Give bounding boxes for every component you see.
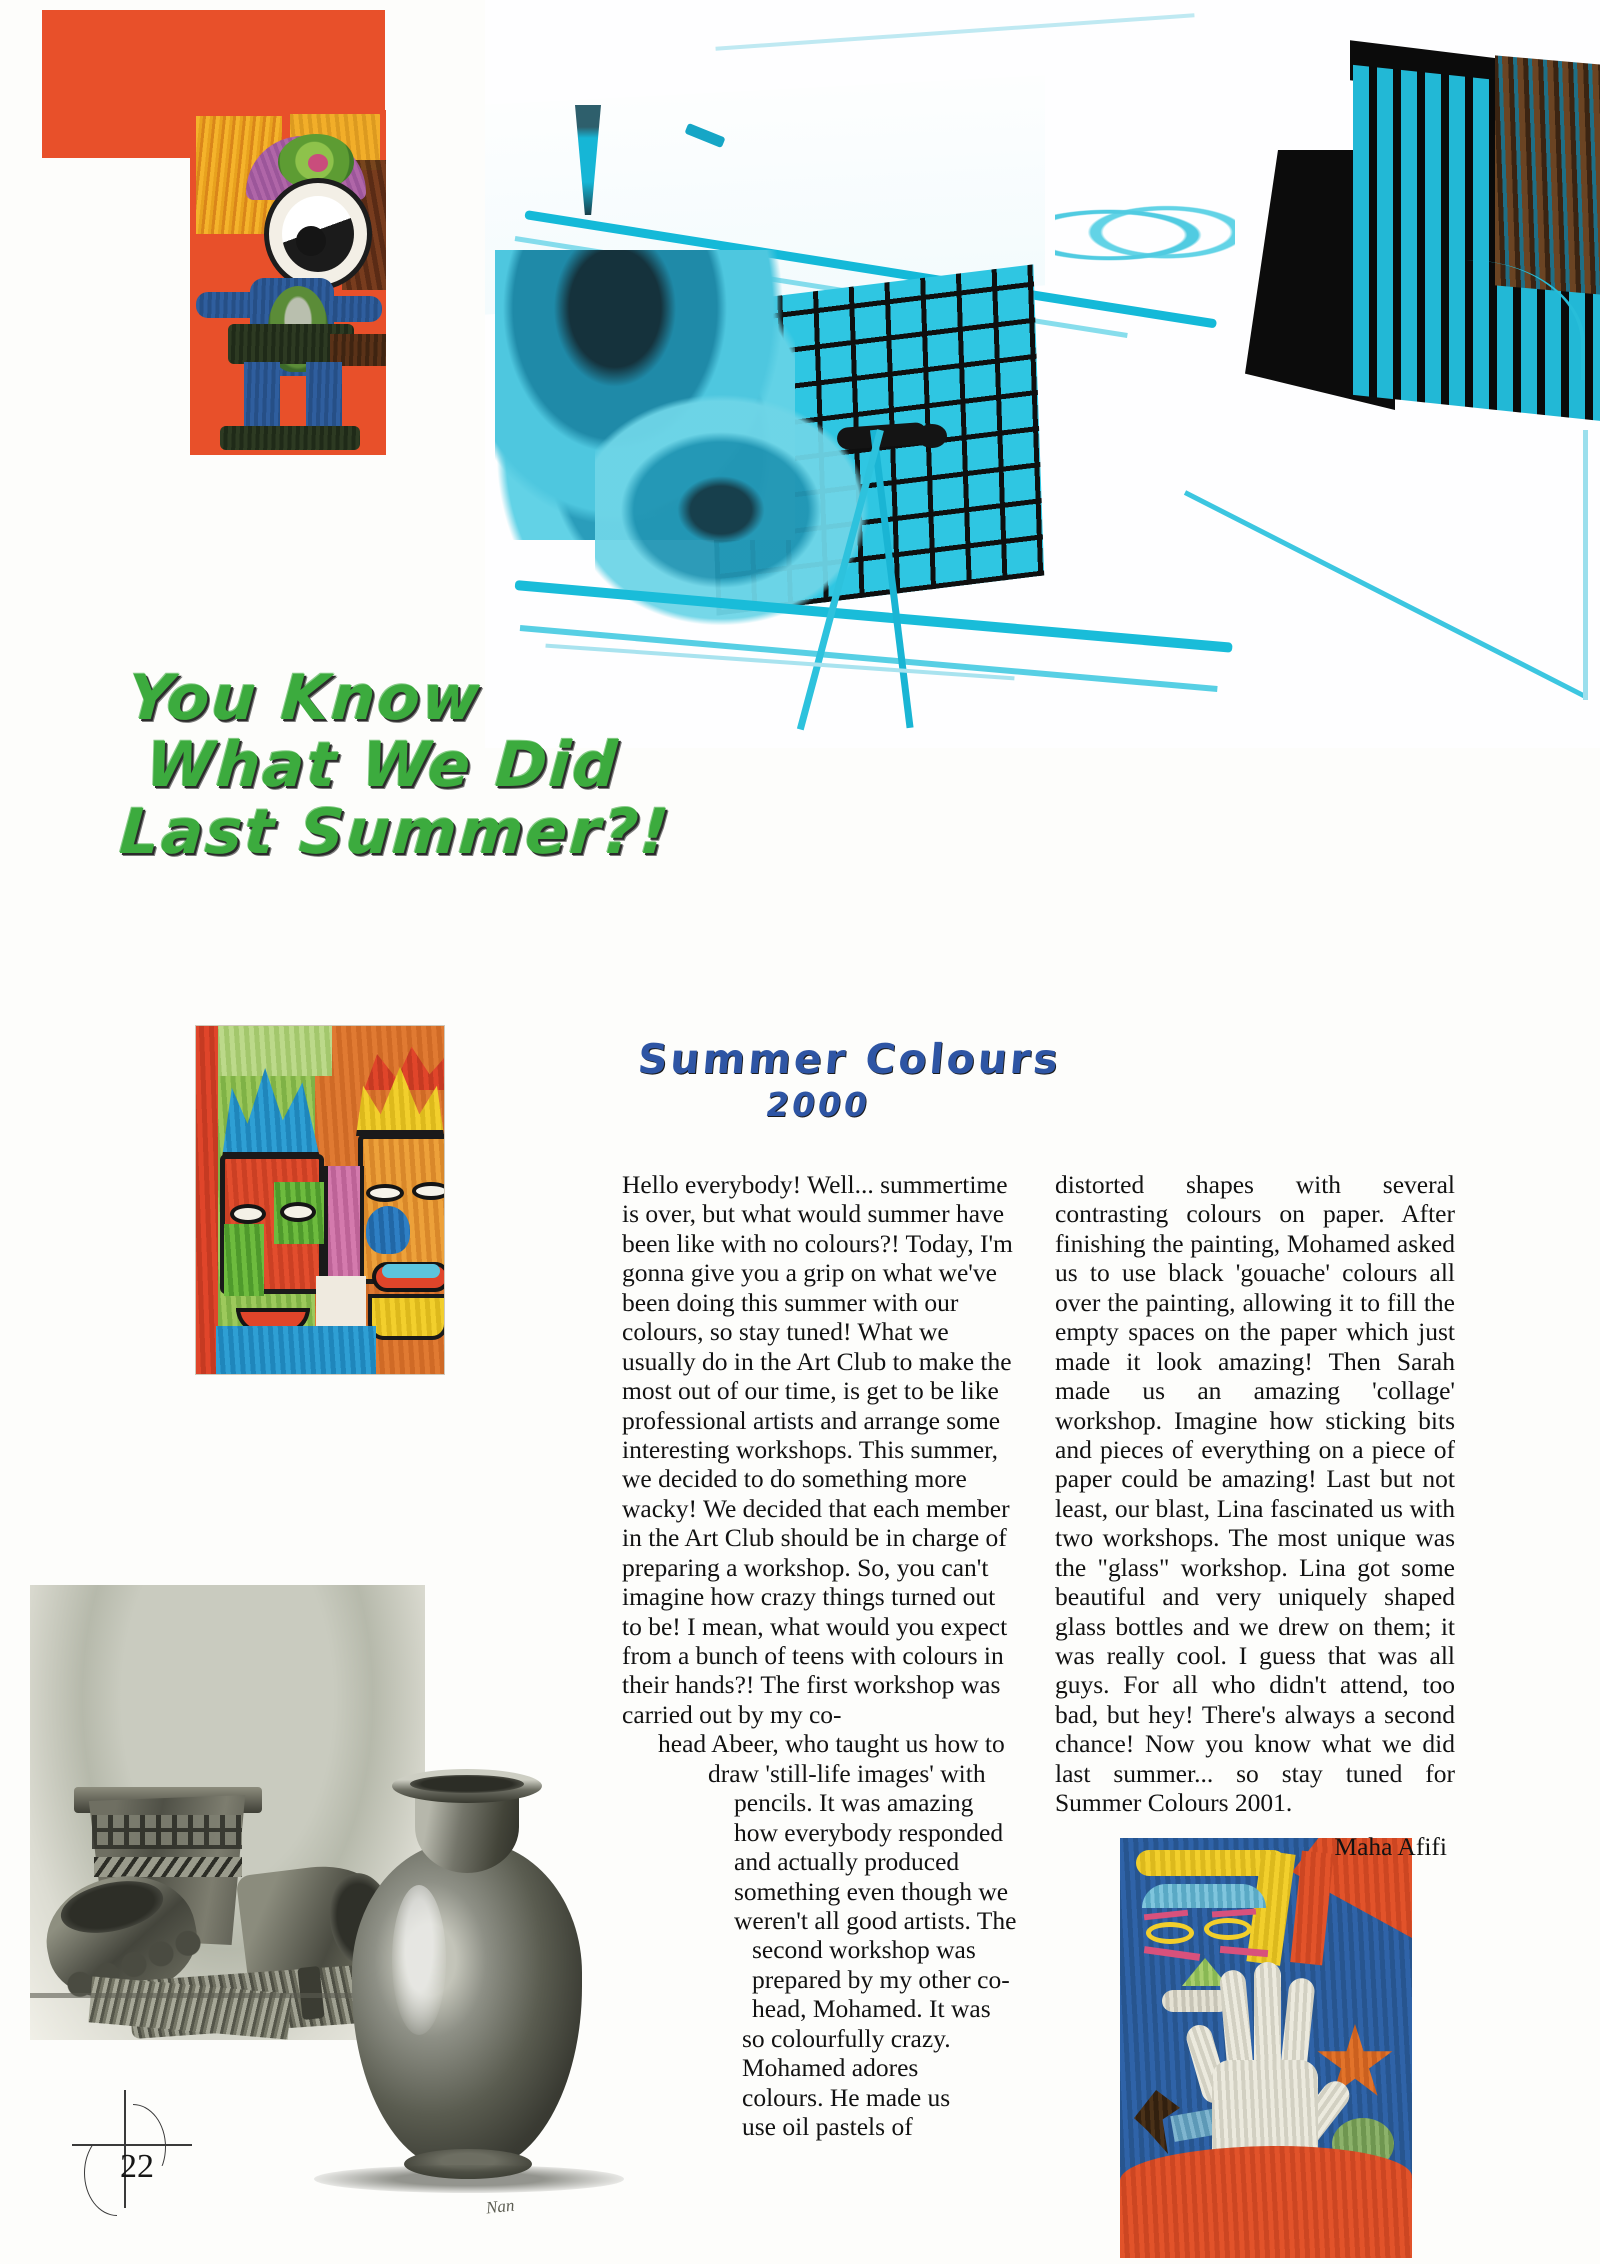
easel-scribble — [1055, 200, 1235, 270]
artwork-masks — [195, 1025, 445, 1375]
article-wrap-line-9: prepared by my other co- — [752, 1964, 1010, 1994]
masks-green-top — [212, 1026, 332, 1076]
masks-red-strip — [196, 1026, 218, 1374]
vase-highlight — [392, 1885, 446, 2035]
article-wrap-line-4: how everybody responded — [734, 1817, 1004, 1847]
easel-floor-line — [1184, 490, 1587, 699]
article-paragraph-right: distorted shapes with several contrasting colours on paper. After finishing the painting, Mohamed asked us to use black 'gouache' colours all over the painting, allowing it to fill the empty spaces on the paper which just made it look amazing! Then Sarah made us an amazing 'collage' workshop. Imagine how sticking bits and pieces of everything on a piece of paper could be amazing! Last but not least, our blast, Lina fascinated us with two workshops. The most unique was the "glass" workshop. Lina got some beautiful and very uniquely shaped glass bottles and we drew on them; it was really cool. I guess that was all guys. For all who didn't attend, too bad, but hey! There's always a second chance! Now you know what we did last summer... so stay tuned for Summer Colours 2001. — [1055, 1170, 1455, 1818]
page-registration-mark — [72, 2086, 192, 2212]
article-wrap-line-6: something even though we — [734, 1876, 1009, 1906]
hand-face-eye-2 — [1204, 1918, 1252, 1940]
article-wrap-line-13: colours. He made us — [742, 2082, 951, 2112]
easel-cabinet-wood — [1495, 55, 1600, 294]
hand-face-brow — [1142, 1884, 1266, 1908]
stilllife-greek-pattern — [92, 1815, 242, 1849]
article-byline: Maha Afifi — [1334, 1831, 1447, 1861]
vase-shadow — [314, 2165, 624, 2193]
article-wrap-line-11: so colourfully crazy. — [742, 2023, 951, 2053]
artwork-handprint — [1120, 1838, 1412, 2258]
subtitle-year: 2000 — [762, 1085, 874, 1124]
article-wrap-line-8: second workshop was — [752, 1935, 976, 1965]
hand-face-lash-1 — [1144, 1910, 1188, 1921]
masks-right-eye-2 — [412, 1182, 445, 1200]
article-wrap-line-7: weren't all good artists. The — [734, 1905, 1017, 1935]
article-headline — [117, 661, 680, 868]
article-wrap-line-12: Mohamed adores — [742, 2053, 919, 2083]
article-paragraph-left: Hello everybody! Well... summertime is over, but what would summer have been like with no colours?! Today, I'm gonna give you a grip on what we've been doing this summer with our colours, so stay tuned! What we usually do in the Art Club to make the most out of our time, is get to be like professional artists and arrange some interesting workshops. This summer, we decided to do something more wacky! We decided that each member in the Art Club should be in charge of preparing a workshop. So, you can't imagine how crazy things turned out to be! I mean, what would you expect from a bunch of teens with colours in their hands?! The first workshop was carried out by my co- — [622, 1170, 1013, 1729]
article-wrap-line-5: and actually produced — [734, 1847, 960, 1877]
masks-right-eye-1 — [366, 1184, 404, 1202]
page-number: 22 — [120, 2148, 154, 2185]
hand-face-eye-1 — [1146, 1922, 1194, 1944]
masks-right-lips-inner — [382, 1264, 440, 1278]
masks-right-chin — [368, 1294, 445, 1340]
registration-horizontal-line — [72, 2144, 192, 2146]
subtitle-title: Summer Colours — [635, 1035, 1063, 1083]
article-column-right — [1055, 1170, 1455, 1862]
article-wrap-line-10: head, Mohamed. It was — [752, 1994, 991, 2024]
masks-right-blue-cheek — [366, 1206, 410, 1254]
artwork-pencil-vase — [300, 1745, 635, 2250]
figure-yinyang-dot — [296, 226, 326, 256]
article-wrap-line-14: use oil pastels of — [742, 2112, 913, 2141]
easel-vertical-line — [1583, 430, 1588, 700]
photo-easel-painting — [485, 0, 1600, 748]
article-subtitle — [635, 1035, 1063, 1124]
masks-face-left-green-2 — [224, 1224, 264, 1296]
figure-left-leg — [244, 362, 280, 432]
vase-lip-interior — [410, 1775, 524, 1793]
vase-signature: Nan — [485, 2195, 516, 2218]
easel-knob — [917, 424, 947, 448]
hand-face-lash-2 — [1212, 1908, 1256, 1917]
figure-pink-dot — [308, 154, 328, 172]
artwork-figure-yinyang — [190, 110, 386, 455]
article-column-left — [622, 1170, 1017, 2141]
easel-top-line — [715, 13, 1194, 50]
masks-left-eye-2 — [280, 1202, 316, 1222]
masks-blue-bottom — [216, 1326, 376, 1375]
masks-left-eye-1 — [230, 1204, 266, 1224]
vase-body — [352, 1841, 582, 2171]
headline-line-1: You Know — [125, 661, 484, 734]
figure-feet — [220, 426, 360, 450]
headline-line-3: Last Summer?! — [117, 794, 673, 868]
article-wrap-line-2: draw 'still-life images' with — [708, 1758, 986, 1788]
article-wrap-line-3: pencils. It was amazing — [734, 1788, 974, 1818]
stilllife-zigzag-pattern — [94, 1857, 242, 1877]
hand-orange-ground — [1120, 2146, 1412, 2258]
headline-line-2: What We Did — [143, 727, 622, 801]
article-wrap-line-1: head Abeer, who taught us how to — [658, 1729, 1005, 1759]
hand-face-cheek-1 — [1144, 1946, 1200, 1961]
figure-right-leg — [306, 362, 342, 432]
figure-right-arm — [330, 296, 382, 322]
